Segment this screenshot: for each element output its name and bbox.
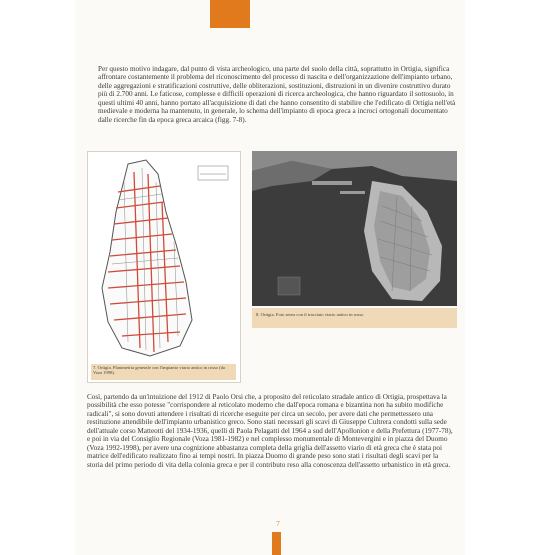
page-number: 7 <box>276 520 280 528</box>
aerial-photo-figure <box>252 151 457 306</box>
city-plan-map-figure <box>87 151 241 383</box>
intro-paragraph: Per questo motivo indagare, dal punto di vista archeologico, una parte del suolo della città, soprattutto in Ortigia, significa affrontare costantemente il problema del riconoscimento del processo di nascita e dell'organizzazione dell'impianto urbano, delle aggregazioni e stratificazioni costruttive, delle obliterazioni, sostituzioni, distruzioni in un divenire costruttivo durato più di 2.700 anni. Le faticose, complesse e difficili operazioni di ricerca archeologica, che hanno riguardato il sottosuolo, in questi ultimi 40 anni, hanno portato all'acquisizione di dati che hanno consentito di stabilire che l'edificato di Ortigia nell'età medievale e moderna ha mantenuto, in generale, lo schema dell'impianto di epoca greca a incroci ortogonali documentato dalle ricerche fin da epoca greca arcaica (figg. 7-8). <box>98 65 456 124</box>
history-paragraph: Così, partendo da un'intuizione del 1912 di Paolo Orsi che, a proposito del reticolato stradale antico di Ortigia, prospettava la possibilità che esso potesse "corrispondere al reticolato moderno che dall'epoca romana e bizantina non ha subito modifiche radicali", si sono dovuti attendere i risultati di ricerche eseguite per circa un secolo, per avere dati che permettessero una restituzione attendibile dell'impianto urbanistico greco. Sono stati necessari gli scavi di Giuseppe Cultrera condotti sulla sede dell'attuale corso Matteotti del 1934-1936, quelli di Paola Pelagatti del 1964 a sud dell'Apollonion e della Prefettura (1977-78), e poi in via del Consiglio Regionale (Voza 1981-1982) e nel complesso monumentale di Montevergini e in piazza del Duomo (Voza 1992-1998), per avere una cognizione abbastanza completa della griglia dell'assetto viario di età greca che è stata poi matrice dell'edificato realizzato fino ai tempi nostri. In piazza Duomo di grande peso sono stati i risultati degli scavi per la storia del primo periodo di vita della colonia greca e per il contributo reso alla conoscenza dell'assetto urbanistico in età greca. <box>87 393 453 469</box>
aerial-photo <box>252 151 457 306</box>
city-plan-map <box>88 152 240 364</box>
photo-caption: 8. Ortigia. Foto aerea con il tracciato viario antico in rosso <box>252 308 457 328</box>
orange-top-bar <box>210 0 250 28</box>
map-caption: 7. Ortigia. Planimetria generale con l'impianto viario antico in rosso (da Voza 1998). <box>91 364 236 380</box>
orange-bottom-bar <box>272 532 281 555</box>
